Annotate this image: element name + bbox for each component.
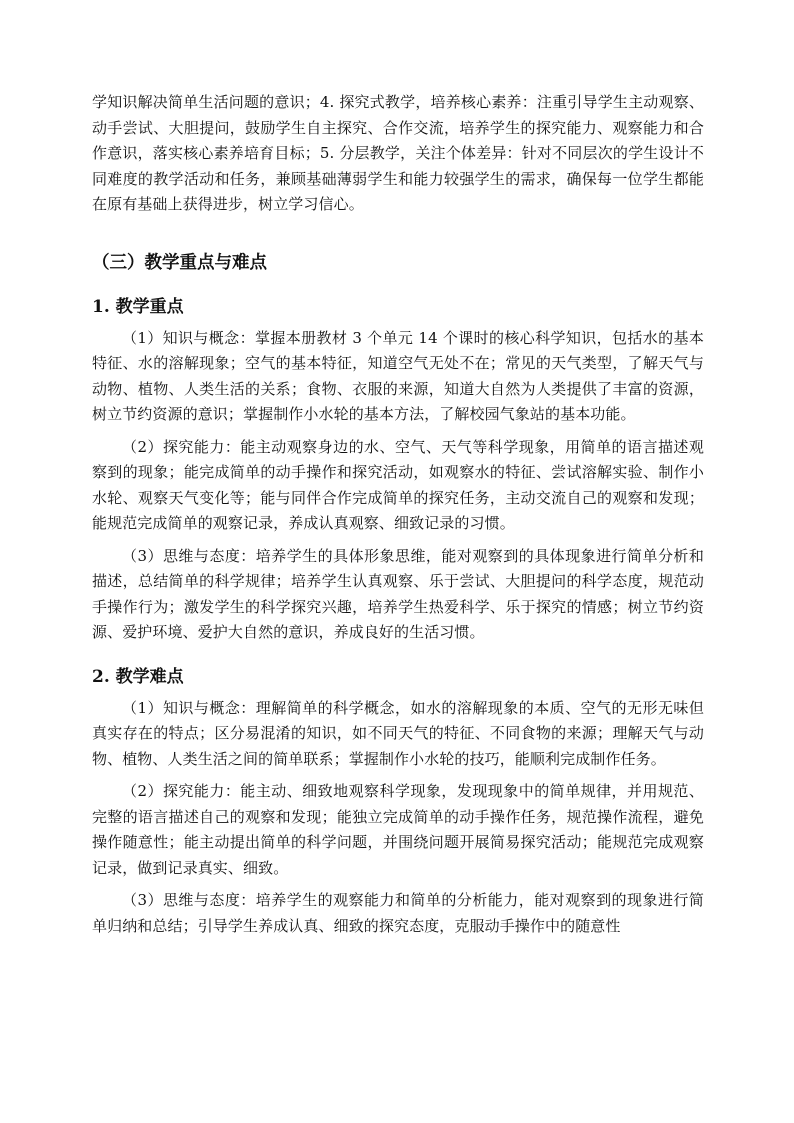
document-page: [92, 90, 704, 939]
key-point-paragraph-inquiry: （2）探究能力：能主动观察身边的水、空气、天气等科学现象，用简单的语言描述观察到的现象；能完成简单的动手操作和探究活动，如观察水的特征、尝试溶解实验、制作小水轮、观察天气变化等；能与同伴合作完成简单的探究任务，主动交流自己的观察和发现；能规范完成简单的观察记录，养成认真观察、细致记录的习惯。: [92, 437, 704, 532]
section-heading: （三）教学重点与难点: [92, 252, 267, 273]
intro-paragraph: 学知识解决简单生活问题的意识；4. 探究式教学，培养核心素养：注重引导学生主动观察、动手尝试、大胆提问，鼓励学生自主探究、合作交流，培养学生的探究能力、观察能力和合作意识，落实核心素养培育目标；5. 分层教学，关注个体差异：针对不同层次的学生设计不同难度的教学活动和任务，兼顾基础薄弱学生和能力较强学生的需求，确保每一位学生都能在原有基础上获得进步，树立学习信心。: [92, 93, 704, 213]
key-points-heading: 1. 教学重点: [92, 296, 184, 317]
key-point-paragraph-thinking: （3）思维与态度：培养学生的具体形象思维，能对观察到的具体现象进行简单分析和描述，总结简单的科学规律；培养学生认真观察、乐于尝试、大胆提问的科学态度，规范动手操作行为；激发学生的科学探究兴趣，培养学生热爱科学、乐于探究的情感；树立节约资源、爱护环境、爱护大自然的意识，养成良好的生活习惯。: [92, 546, 704, 641]
difficult-point-paragraph-thinking: （3）思维与态度：培养学生的观察能力和简单的分析能力，能对观察到的现象进行简单归纳和总结；引导学生养成认真、细致的探究态度，克服动手操作中的随意性: [92, 891, 704, 935]
difficult-point-paragraph-inquiry: （2）探究能力：能主动、细致地观察科学现象，发现现象中的简单规律，并用规范、完整的语言描述自己的观察和发现；能独立完成简单的动手操作任务，规范操作流程，避免操作随意性；能主动提出简单的科学问题，并围绕问题开展简易探究活动；能规范完成观察记录，做到记录真实、细致。: [92, 782, 704, 877]
key-point-paragraph-knowledge: （1）知识与概念：掌握本册教材 3 个单元 14 个课时的核心科学知识，包括水的基本特征、水的溶解现象；空气的基本特征，知道空气无处不在；常见的天气类型，了解天气与动物、植物、人类生活的关系；食物、衣服的来源，知道大自然为人类提供了丰富的资源，树立节约资源的意识；掌握制作小水轮的基本方法，了解校园气象站的基本功能。: [92, 328, 704, 423]
difficult-point-paragraph-knowledge: （1）知识与概念：理解简单的科学概念，如水的溶解现象的本质、空气的无形无味但真实存在的特点；区分易混淆的知识，如不同天气的特征、不同食物的来源；理解天气与动物、植物、人类生活之间的简单联系；掌握制作小水轮的技巧，能顺利完成制作任务。: [92, 698, 704, 768]
difficult-points-heading: 2. 教学难点: [92, 666, 184, 687]
